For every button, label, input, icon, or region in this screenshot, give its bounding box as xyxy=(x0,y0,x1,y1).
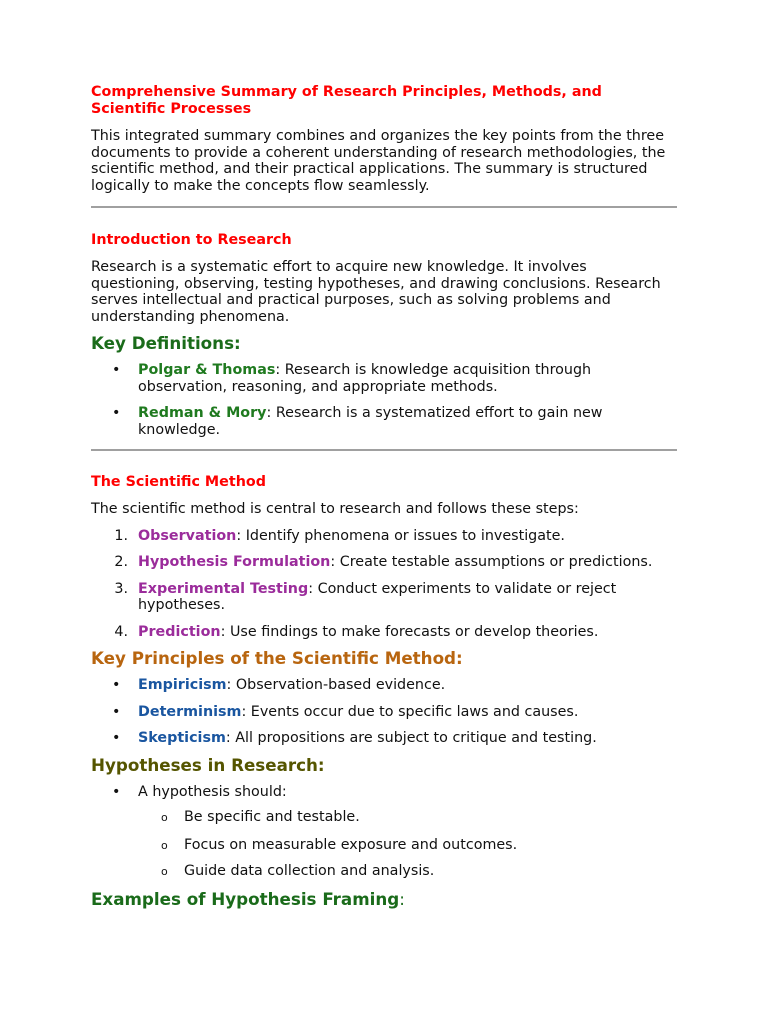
hypothesis-criteria-list xyxy=(91,809,677,880)
list-item xyxy=(91,554,677,571)
step-text: : Use findings to make forecasts or develop theories. xyxy=(220,623,599,640)
list-item xyxy=(91,581,677,614)
examples-heading-colon: : xyxy=(399,888,405,909)
sub-bullet-icon: o xyxy=(161,811,168,824)
list-item xyxy=(91,528,677,545)
examples-heading-text: Examples of Hypothesis Framing xyxy=(91,888,400,909)
criteria-text: Guide data collection and analysis. xyxy=(184,863,435,879)
hypotheses-heading: Hypotheses in Research: xyxy=(91,754,325,775)
principles-list xyxy=(91,677,677,747)
step-text: : Create testable assumptions or predictions. xyxy=(330,554,653,570)
list-item xyxy=(91,624,677,641)
section-heading-scientific-method: The Scientific Method xyxy=(91,474,266,490)
research-paragraph: Research is a systematic effort to acquire new knowledge. It involves questioning, observing, testing hypotheses, and drawing conclusions. Research serves intellectual and practical purposes, such as solving problems and understanding phenomena. xyxy=(91,259,661,325)
section-divider xyxy=(91,449,677,451)
criteria-text: Focus on measurable exposure and outcomes. xyxy=(184,836,518,853)
section-heading-research: Introduction to Research xyxy=(91,232,292,248)
step-term: Experimental Testing xyxy=(138,580,309,597)
definition-term: Polgar & Thomas xyxy=(138,362,276,378)
step-number: 1. xyxy=(114,527,128,544)
step-term: Prediction xyxy=(138,623,221,640)
step-text: : Conduct experiments to validate or reject hypotheses. xyxy=(138,580,617,613)
step-number: 2. xyxy=(114,554,128,570)
list-item xyxy=(91,863,677,880)
sub-bullet-icon: o xyxy=(161,838,168,852)
list-item xyxy=(91,730,677,747)
list-item xyxy=(91,809,677,826)
list-item xyxy=(91,677,677,694)
bullet-icon: • xyxy=(112,730,121,746)
hypothesis-item-text: A hypothesis should: xyxy=(138,783,287,800)
principle-term: Determinism xyxy=(138,703,242,720)
hypotheses-list xyxy=(91,784,677,801)
bullet-icon: • xyxy=(112,405,121,421)
key-principles-heading: Key Principles of the Scientific Method: xyxy=(91,648,463,668)
definitions-list xyxy=(91,362,677,438)
definition-text: : Research is a systematized effort to gain new knowledge. xyxy=(138,405,603,438)
definition-text: : Research is knowledge acquisition through observation, reasoning, and appropriate methods. xyxy=(138,362,592,395)
sub-bullet-icon: o xyxy=(161,865,168,878)
bullet-icon: • xyxy=(112,783,121,800)
step-term: Observation xyxy=(138,527,237,544)
list-item xyxy=(91,362,677,395)
principle-text: : Observation-based evidence. xyxy=(226,677,446,693)
principle-term: Skepticism xyxy=(138,730,226,746)
bullet-icon: • xyxy=(112,677,121,693)
key-definitions-heading: Key Definitions: xyxy=(91,333,241,353)
list-item xyxy=(91,837,677,854)
bullet-icon: • xyxy=(112,703,121,720)
document-title: Comprehensive Summary of Research Principles, Methods, and Scientific Processes xyxy=(91,84,602,117)
examples-heading xyxy=(91,888,677,909)
bullet-icon: • xyxy=(112,362,121,378)
list-item xyxy=(91,784,677,801)
criteria-text: Be specific and testable. xyxy=(184,809,360,825)
definition-term: Redman & Mory xyxy=(138,405,267,421)
step-text: : Identify phenomena or issues to investigate. xyxy=(236,527,565,544)
intro-paragraph: This integrated summary combines and organizes the key points from the three documents to provide a coherent understanding of research methodologies, the scientific method, and their practical applications. The summary is structured logically to make the concepts flow seamlessly. xyxy=(91,128,666,194)
step-number: 4. xyxy=(114,623,128,640)
step-term: Hypothesis Formulation xyxy=(138,554,331,570)
principle-text: : All propositions are subject to critique and testing. xyxy=(225,730,597,746)
section-divider xyxy=(91,206,677,208)
steps-list xyxy=(91,528,677,641)
scientific-method-paragraph: The scientific method is central to research and follows these steps: xyxy=(91,501,579,517)
list-item xyxy=(91,405,677,438)
list-item xyxy=(91,704,677,721)
principle-term: Empiricism xyxy=(138,677,227,693)
principle-text: : Events occur due to specific laws and causes. xyxy=(241,703,579,720)
step-number: 3. xyxy=(114,580,128,597)
document-content xyxy=(91,84,677,908)
